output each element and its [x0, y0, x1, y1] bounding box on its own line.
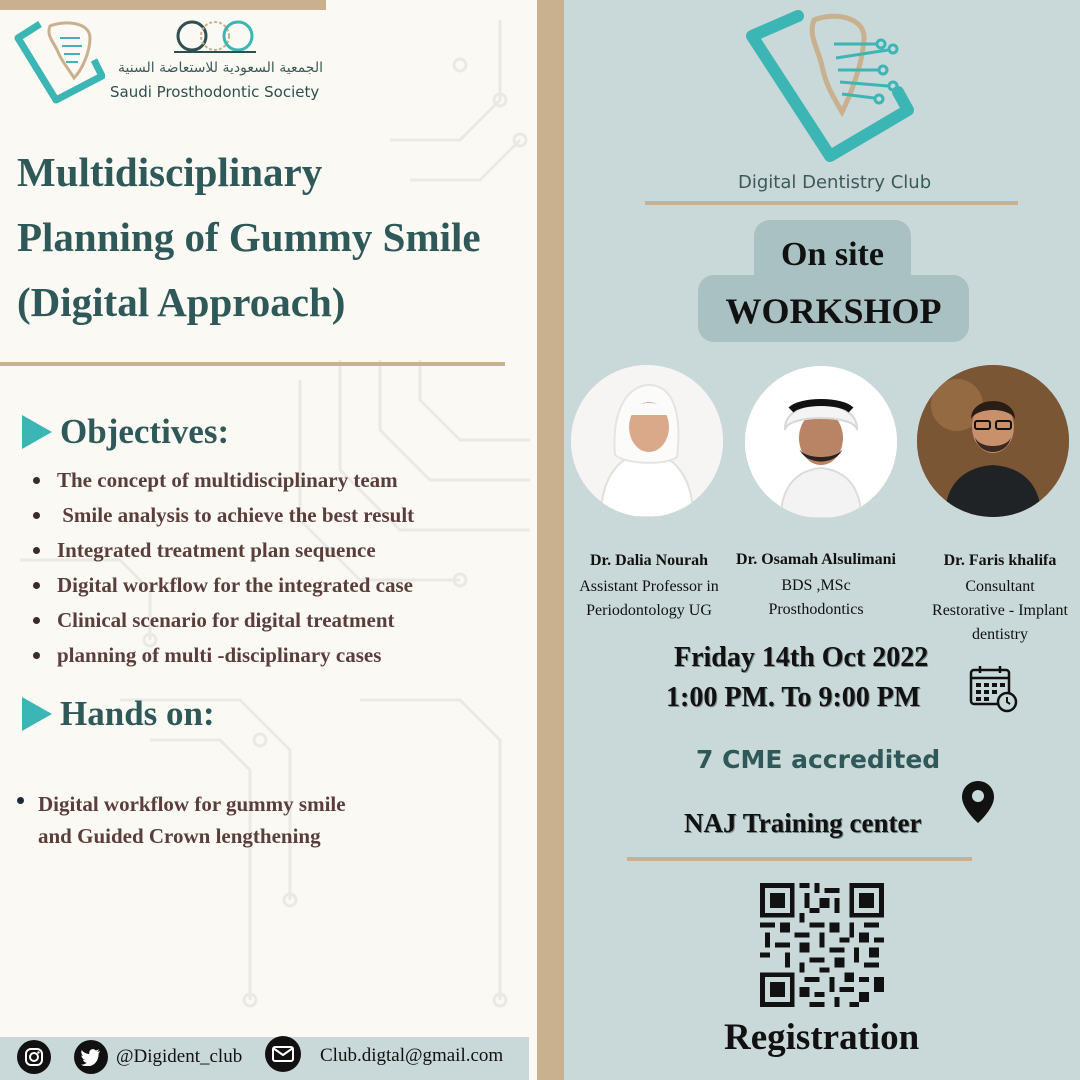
speaker-name: Dr. Faris khalifa: [943, 552, 1057, 569]
society-name-arabic: الجمعية السعودية للاستعاضة السنية: [118, 60, 323, 76]
play-triangle-icon: [22, 697, 52, 731]
event-date: Friday 14th Oct 2022: [674, 642, 929, 673]
title-divider: [0, 362, 505, 366]
top-accent-bar: [0, 0, 326, 10]
play-triangle-icon: [22, 415, 52, 449]
event-time: 1:00 PM. To 9:00 PM: [666, 682, 921, 713]
twitter-icon[interactable]: [74, 1040, 108, 1074]
mail-icon[interactable]: [265, 1036, 301, 1072]
bullet-icon: [33, 617, 40, 624]
hands-on-heading: Hands on:: [60, 694, 215, 733]
bullet-icon: [33, 582, 40, 589]
speaker-name: Dr. Osamah Alsulimani: [736, 551, 896, 568]
objective-item: Digital workflow for the integrated case: [33, 573, 413, 598]
objectives-heading: Objectives:: [60, 412, 230, 451]
event-mode-line-2: WORKSHOP: [725, 291, 942, 331]
bullet-icon: [33, 547, 40, 554]
instagram-icon[interactable]: [17, 1040, 51, 1074]
speaker-role: Assistant Professor in Periodontology UG: [579, 578, 719, 619]
bullet-icon: [33, 512, 40, 519]
objective-item: Clinical scenario for digital treatment: [33, 608, 395, 633]
objective-item: Smile analysis to achieve the best result: [33, 503, 414, 528]
speaker-role: Consultant Restorative - Implant dentistry: [932, 578, 1068, 643]
title-line-1: Multidisciplinary: [17, 149, 323, 195]
speaker-photo: [571, 365, 723, 517]
bullet-icon: [17, 797, 24, 804]
speaker-name: Dr. Dalia Nourah: [589, 552, 709, 569]
club-divider: [645, 201, 1018, 205]
society-name-english: Saudi Prosthodontic Society: [110, 83, 320, 101]
speaker-role: BDS ,MSc Prosthodontics: [768, 577, 864, 618]
registration-label: Registration: [724, 1017, 920, 1058]
speaker-photo: [917, 365, 1069, 517]
title-line-2: Planning of Gummy Smile: [17, 214, 481, 260]
objective-item: planning of multi -disciplinary cases: [33, 643, 381, 668]
cme-accreditation: 7 CME accredited: [696, 745, 941, 774]
digital-dentistry-logo-icon: [738, 6, 920, 166]
center-divider: [537, 0, 564, 1080]
email-link[interactable]: Club.digtal@gmail.com: [320, 1045, 504, 1066]
sps-logo-icon: [174, 14, 256, 60]
title-line-3: (Digital Approach): [17, 279, 346, 325]
venue-divider: [627, 857, 972, 861]
bullet-icon: [33, 477, 40, 484]
objective-item: Integrated treatment plan sequence: [33, 538, 376, 563]
calendar-icon: [969, 664, 1019, 714]
bullet-icon: [33, 652, 40, 659]
event-venue: NAJ Training center: [684, 808, 922, 838]
objective-item: The concept of multidisciplinary team: [33, 468, 398, 493]
hands-on-item: Digital workflow for gummy smile and Guided Crown lengthening: [38, 792, 346, 848]
tooth-logo-icon: [10, 18, 105, 106]
event-mode-line-1: On site: [781, 236, 884, 273]
social-handle[interactable]: @Digident_club: [116, 1046, 243, 1067]
club-name: Digital Dentistry Club: [738, 172, 932, 193]
registration-qr-code[interactable]: [760, 883, 884, 1007]
speaker-photo: [745, 366, 897, 518]
location-pin-icon: [961, 780, 995, 824]
